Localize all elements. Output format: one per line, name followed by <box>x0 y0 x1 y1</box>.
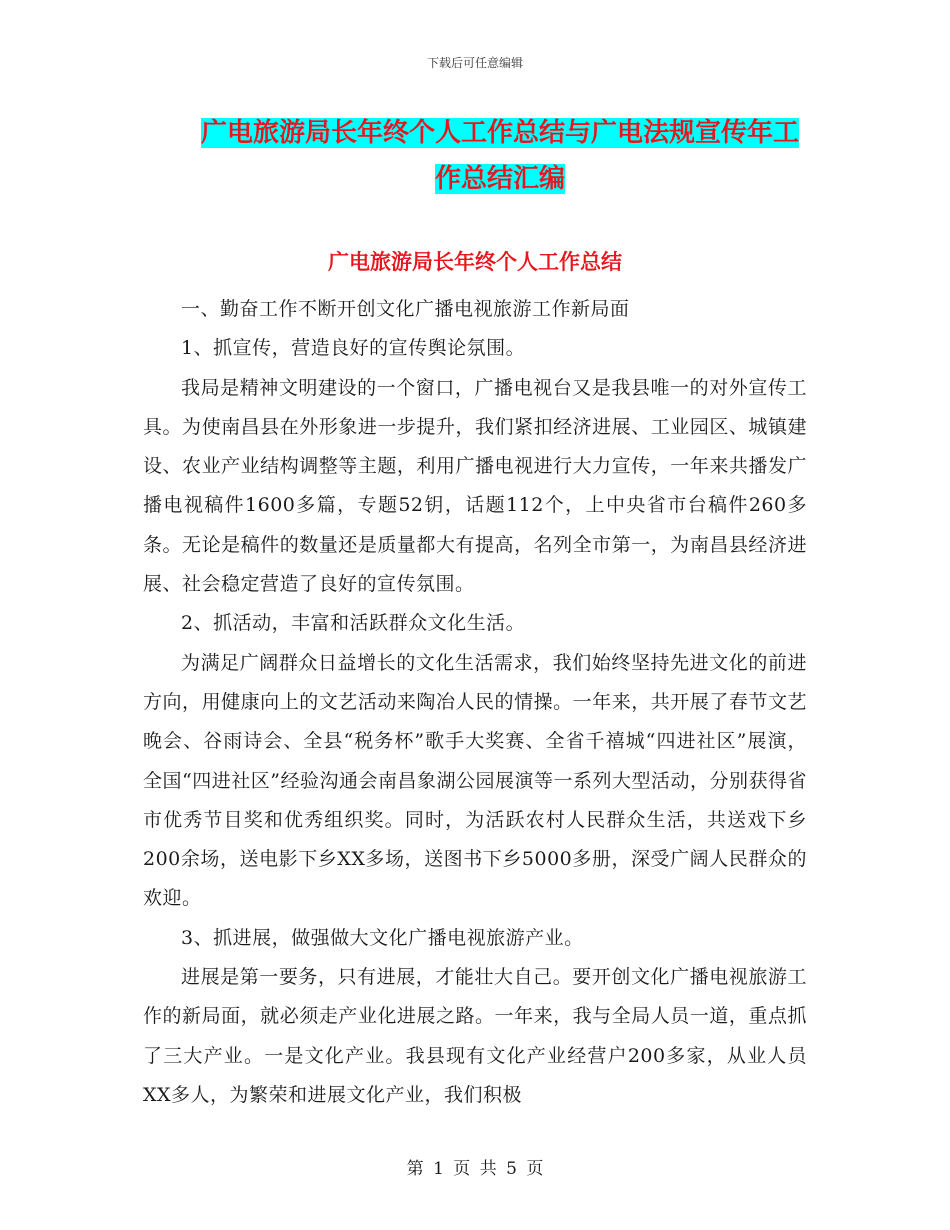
document-title-line-1: 广电旅游局长年终个人工作总结与广电法规宣传年工 <box>200 118 799 148</box>
paragraph-3: 进展是第一要务，只有进展，才能壮大自己。要开创文化广播电视旅游工作的新局面，就必须走产业化进展之路。一年来，我与全局人员一道，重点抓了三大产业。一是文化产业。我县现有文化产业经营户200多家，从业人员XX多人，为繁荣和进展文化产业，我们积极 <box>143 966 807 1106</box>
page-number-footer: 第 1 页 共 5 页 <box>406 1159 544 1179</box>
heading-level-1: 一、勤奋工作不断开创文化广播电视旅游工作新局面 <box>181 298 630 320</box>
document-body <box>143 290 807 1115</box>
heading-item-1: 1、抓宣传，营造良好的宣传舆论氛围。 <box>181 337 526 360</box>
document-title-line-2: 作总结汇编 <box>434 164 565 194</box>
section-title: 广电旅游局长年终个人工作总结 <box>328 249 622 274</box>
paragraph-1: 我局是精神文明建设的一个窗口，广播电视台又是我县唯一的对外宣传工具。为使南昌县在外形象进一步提升，我们紧扣经济进展、工业园区、城镇建设、农业产业结构调整等主题，利用广播电视进行大力宣传，一年来共播发广播电视稿件1600多篇，专题52钥，话题112个，上中央省市台稿件260多条。无论是稿件的数量还是质量都大有提高，名列全市第一，为南昌县经济进展、社会稳定营造了良好的宣传氛围。 <box>143 376 807 596</box>
heading-item-3: 3、抓进展，做强做大文化广播电视旅游产业。 <box>181 926 584 949</box>
document-title <box>190 110 810 202</box>
paragraph-2: 为满足广阔群众日益增长的文化生活需求，我们始终坚持先进文化的前进方向，用健康向上的文艺活动来陶冶人民的情操。一年来，共开展了春节文艺晚会、谷雨诗会、全县“税务杯”歌手大奖赛、全省千禧城“四进社区”展演，全国“四进社区”经验沟通会南昌象湖公园展演等一系列大型活动，分别获得省市优秀节目奖和优秀组织奖。同时，为活跃农村人民群众生活，共送戏下乡200余场，送电影下乡XX多场，送图书下乡5000多册，深受广阔人民群众的欢迎。 <box>143 651 807 910</box>
heading-item-2: 2、抓活动，丰富和活跃群众文化生活。 <box>181 612 526 635</box>
page-header-note: 下载后可任意编辑 <box>426 56 523 70</box>
